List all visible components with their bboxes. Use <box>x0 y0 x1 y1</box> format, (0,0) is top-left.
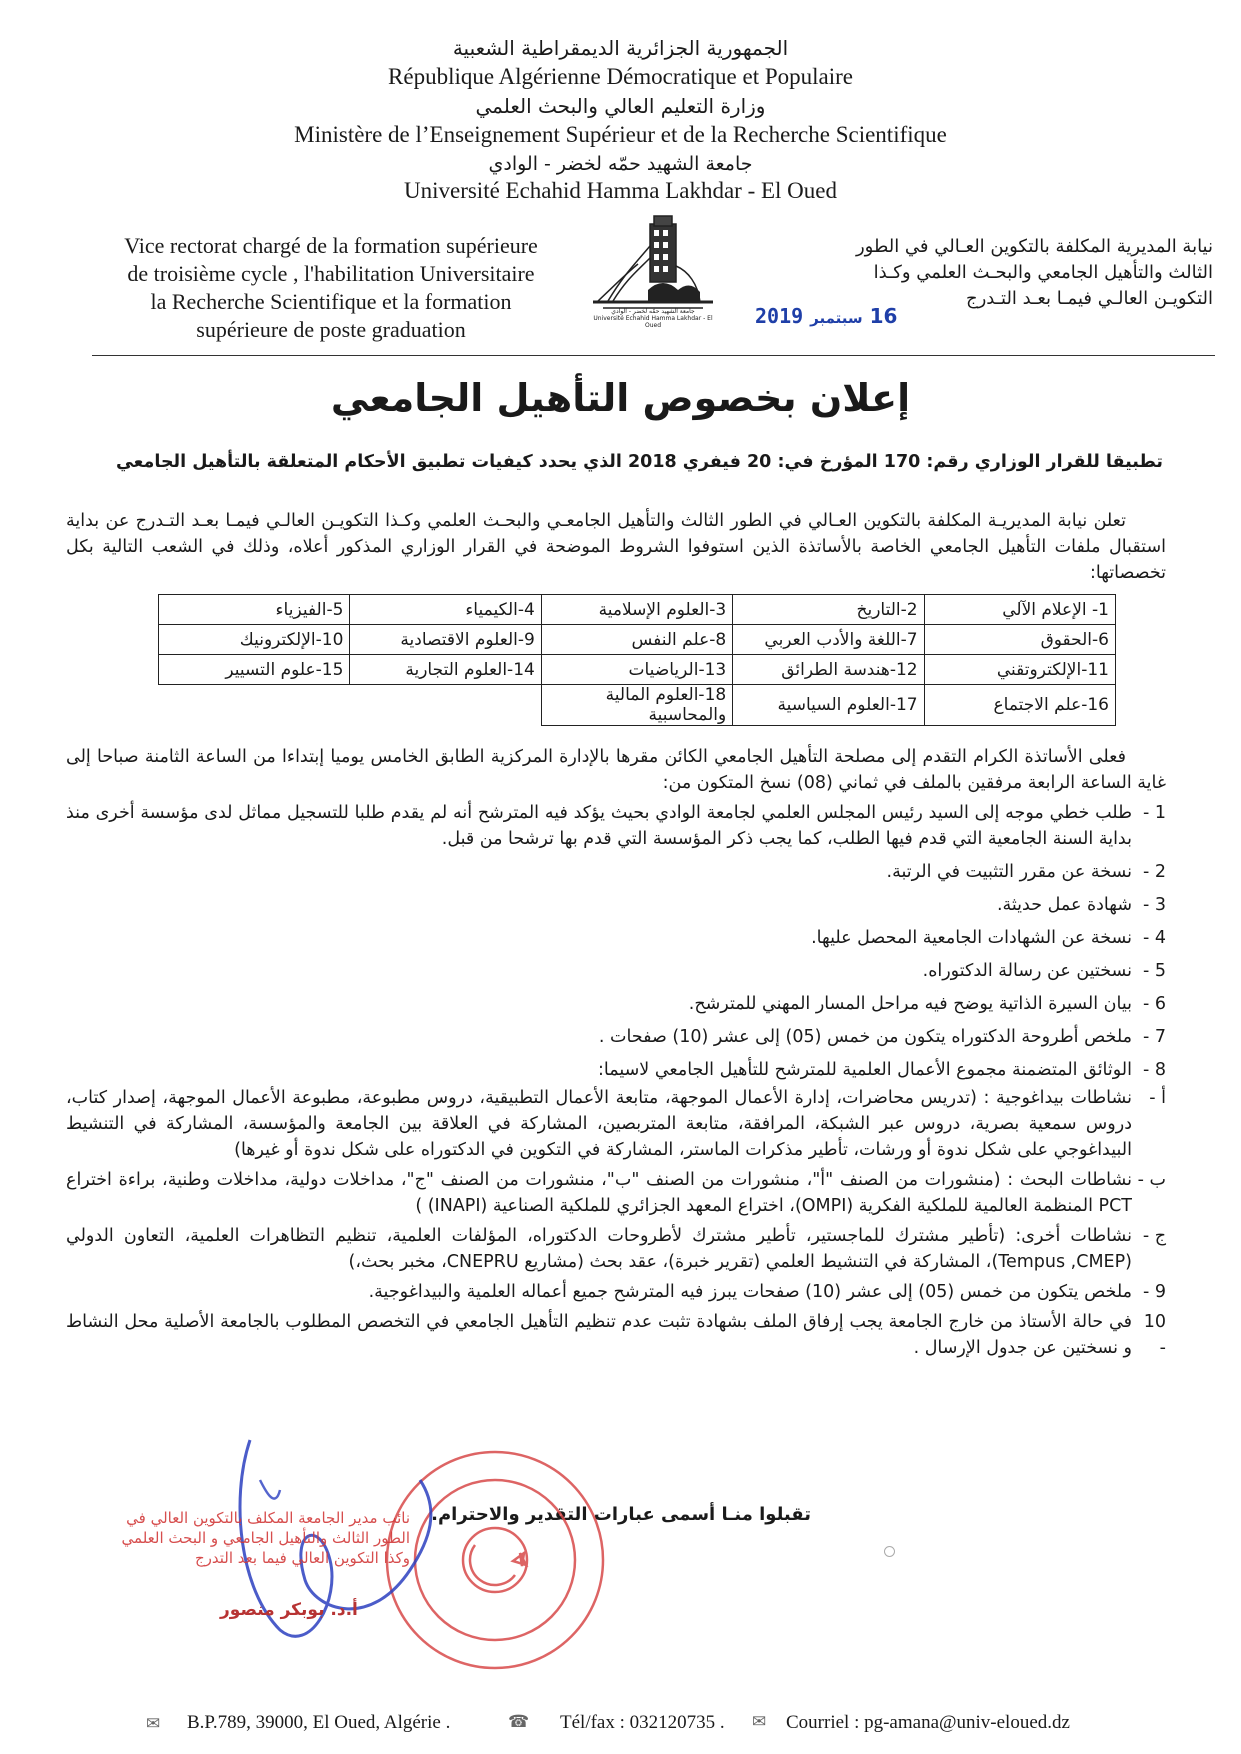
list-item-text: بيان السيرة الذاتية يوضح فيه مراحل المسار المهني للمترشح. <box>688 994 1132 1014</box>
list-item <box>66 800 1166 852</box>
list-item-number: 7 - <box>1142 1027 1166 1047</box>
table-cell: 16-علم الاجتماع <box>924 685 1115 726</box>
table-cell: 10-الإلكترونيك <box>159 625 350 655</box>
signatory-name: أ.د. بوبكر منصور <box>220 1600 358 1620</box>
footer-phone: Tél/fax : 032120735 . <box>560 1712 725 1733</box>
table-cell: 1- الإعلام الآلي <box>924 595 1115 625</box>
vice-rectorate-ar-line: التكويـن العالـي فيمـا بعـد التـدرج <box>965 288 1213 309</box>
header-ar-ministry: وزارة التعليم العالي والبحث العلمي <box>475 94 766 118</box>
header-fr-republic: République Algérienne Démocratique et Populaire <box>388 64 853 89</box>
list-item <box>66 925 1166 951</box>
submission-paragraph: فعلى الأساتذة الكرام التقدم إلى مصلحة التأهيل الجامعي الكائن مقرها بالإدارة المركزية الطابق الخامس يوميا إبتداءا من الساعة الثامنة صباحا إلى غاية الساعة الرابعة مرفقين بالملف في ثماني (08) نسخ المتكون من: <box>66 747 1166 793</box>
logo-caption <box>588 308 718 329</box>
list-item-number: أ - <box>1149 1088 1166 1108</box>
list-item-text: الوثائق المتضمنة مجموع الأعمال العلمية للمترشح للتأهيل الجامعي لاسيما: <box>597 1060 1132 1080</box>
list-item-text: شهادة عمل حديثة. <box>996 895 1132 915</box>
email-icon: ✉ <box>752 1712 767 1731</box>
list-item <box>66 892 1166 918</box>
punch-hole-mark <box>884 1546 895 1557</box>
vice-rectorate-fr-line: de troisième cycle , l'habilitation Universitaire <box>127 261 535 286</box>
list-item-number: 10 - <box>1143 1312 1166 1358</box>
list-item-number: ب - <box>1137 1170 1166 1190</box>
list-item-number: 8 - <box>1142 1060 1166 1080</box>
vice-rectorate-ar-line: الثالث والتأهيل الجامعي والبحـث العلمي وكـذا <box>873 262 1213 283</box>
list-item-number: 1 - <box>1142 803 1166 823</box>
table-cell: 9-العلوم الاقتصادية <box>350 625 541 655</box>
table-cell: 7-اللغة والأدب العربي <box>733 625 924 655</box>
list-item <box>66 1309 1166 1361</box>
table-cell: 5-الفيزياء <box>159 595 350 625</box>
list-item-text: ملخص أطروحة الدكتوراه يتكون من خمس (05) إلى عشر (10) صفحات . <box>598 1027 1132 1047</box>
vice-rectorate-ar <box>773 234 1213 312</box>
table-cell: 4-الكيمياء <box>350 595 541 625</box>
list-item-number: 6 - <box>1142 994 1166 1014</box>
logo-caption-fr: Université Echahid Hamma Lakhdar - El Oued <box>593 315 713 329</box>
date-year: 2019 <box>755 304 804 328</box>
table-cell: 3-العلوم الإسلامية <box>541 595 732 625</box>
table-cell: 12-هندسة الطرائق <box>733 655 924 685</box>
list-item <box>66 1167 1166 1219</box>
table-row <box>159 685 1116 726</box>
header-fr-ministry: Ministère de l’Enseignement Supérieur et de la Recherche Scientifique <box>294 122 947 147</box>
footer-email: Courriel : pg-amana@univ-eloued.dz <box>786 1712 1070 1733</box>
vice-rectorate-fr <box>96 232 566 344</box>
header-ar-republic: الجمهورية الجزائرية الديمقراطية الشعبية <box>452 36 789 60</box>
list-item <box>66 1024 1166 1050</box>
table-cell: 17-العلوم السياسية <box>733 685 924 726</box>
header-ar-university: جامعة الشهيد حمّه لخضر - الوادي <box>488 153 753 175</box>
list-item <box>66 1085 1166 1163</box>
decree-reference: تطبيقا للقرار الوزاري رقم: 170 المؤرخ في: 20 فيفري 2018 الذي يحدد كيفيات تطبيق الأحكام المتعلقة بالتأهيل الجامعي <box>115 452 1163 472</box>
vice-rectorate-ar-line: نيابة المديرية المكلفة بالتكوين العـالي في الطور <box>855 236 1213 257</box>
header-divider <box>92 355 1215 356</box>
list-item-number: 9 - <box>1142 1282 1166 1302</box>
table-row <box>159 655 1116 685</box>
vice-rectorate-fr-line: supérieure de poste graduation <box>196 317 466 342</box>
table-cell: 11-الإلكتروتقني <box>924 655 1115 685</box>
table-cell: 8-علم النفس <box>541 625 732 655</box>
list-item-text: نسخة عن مقرر التثبيت في الرتبة. <box>886 862 1132 882</box>
list-item <box>66 991 1166 1017</box>
list-item-text: نشاطات بيداغوجية : (تدريس محاضرات، إدارة الأعمال الموجهة، متابعة الأعمال التطبيقية، دروس مطبوعة، مطبوعة الأعمال الموجهة، إصدار كتاب، دروس سمعية بصرية، دروس عبر الشبكة، المرافقة، متابعة المتربصين، المشاركة في العلاقة بين الجامعة والمؤسسة، المشاركة في التنشيط البيداغوجي على شكل ندوة أو ورشات، تأطير مذكرات الماستر، المشاركة في التكوين في الدكتوراه على شكل ندوة أو غيرها) <box>66 1088 1132 1160</box>
date-month: سبتمبر <box>810 309 863 327</box>
list-item-number: 3 - <box>1142 895 1166 915</box>
closing-salutation: تقبلوا منـا أسمى عبارات التقدير والاحترام. <box>431 1504 811 1525</box>
list-item-number: 4 - <box>1142 928 1166 948</box>
required-documents-list <box>66 800 1166 1368</box>
vice-rectorate-fr-line: Vice rectorat chargé de la formation supérieure <box>124 233 538 258</box>
table-cell-empty <box>350 685 541 726</box>
list-item-text: في حالة الأستاذ من خارج الجامعة يجب إرفاق الملف بشهادة تثبت عدم تنظيم التأهيل الجامعي في التخصص المطلوب بالجامعة الأصلية محل النشاط و نسختين عن جدول الإرسال . <box>66 1312 1132 1358</box>
list-item-text: نشاطات البحث : (منشورات من الصنف "أ"، منشورات من الصنف "ب"، منشورات من الصنف "ج"، مداخلات دولية، مداخلات وطنية، براءة اختراع PCT المنظمة العالمية للملكية الفكرية (OMPI)، اختراع المعهد الجزائري للملكية الصناعية (INAPI) ) <box>66 1170 1132 1216</box>
footer <box>0 1712 1241 1742</box>
table-row <box>159 595 1116 625</box>
footer-address: B.P.789, 39000, El Oued, Algérie . <box>187 1712 451 1733</box>
table-cell: 2-التاريخ <box>733 595 924 625</box>
table-row <box>159 625 1116 655</box>
logo-caption-ar: جامعة الشهيد حمّه لخضر - الوادي <box>611 308 695 315</box>
list-item <box>66 1279 1166 1305</box>
specialties-table <box>158 594 1116 726</box>
signatory-title: نائب مدير الجامعة المكلف بالتكوين العالي في الطور الثالث والتأهيل الجامعي و البحث العلمي وكذا التكوين العالي فيما بعد التدرج <box>121 1509 410 1567</box>
vice-rectorate-fr-line: la Recherche Scientifique et la formation <box>150 289 512 314</box>
table-cell: 6-الحقوق <box>924 625 1115 655</box>
list-item-text: ملخص يتكون من خمس (05) إلى عشر (10) صفحات يبرز فيه المترشح جميع أعماله العلمية والبيداغوجية. <box>368 1282 1132 1302</box>
table-cell: 14-العلوم التجارية <box>350 655 541 685</box>
intro-paragraph: تعلن نيابة المديريـة المكلفة بالتكوين العـالي في الطور الثالث والتأهيل الجامعـي والبحـث العلمي وكـذا التكويـن العالـي فيمـا بعـد التـدرج عن بداية استقبال ملفات التأهيل الجامعي الخاصة بالأساتذة الذين استوفوا الشروط الموضحة في القرار الوزاري المذكور أعلاه، وذلك في الشعب التالية بكل تخصصاتها: <box>66 511 1166 583</box>
list-item <box>66 1223 1166 1275</box>
list-item-text: نسختين عن رسالة الدكتوراه. <box>922 961 1132 981</box>
date-stamp <box>755 304 897 328</box>
list-item <box>66 1057 1166 1083</box>
list-item <box>66 859 1166 885</box>
header-fr-university: Université Echahid Hamma Lakhdar - El Oued <box>403 178 837 203</box>
phone-icon: ☎ <box>508 1712 530 1731</box>
list-item-number: 2 - <box>1142 862 1166 882</box>
table-cell: 13-الرياضيات <box>541 655 732 685</box>
list-item-text: نشاطات أخرى: (تأطير مشترك للماجستير، تأطير مشترك لأطروحات الدكتوراه، المؤلفات العلمية، تنظيم التظاهرات العلمية، التعاون الدولي (Tempus ,CMEP)، المشاركة في التنشيط العلمي (تقرير خبرة)، عقد بحث (مشاريع CNEPRU، مخبر بحث،) <box>66 1226 1132 1272</box>
list-item-text: نسخة عن الشهادات الجامعية المحصل عليها. <box>811 928 1132 948</box>
page-title: إعلان بخصوص التأهيل الجامعي <box>330 376 911 420</box>
list-item <box>66 958 1166 984</box>
table-cell-empty <box>159 685 350 726</box>
list-item-number: ج - <box>1142 1226 1166 1246</box>
mail-icon: ✉ <box>146 1714 161 1733</box>
list-item-text: طلب خطي موجه إلى السيد رئيس المجلس العلمي لجامعة الوادي بحيث يؤكد فيه المترشح أنه لم يقدم طلبا للتسجيل مماثل لدى مؤسسة أخرى منذ بداية السنة الجامعية التي قدم فيها الطلب، كما يجب ذكر المؤسسة التي قدم بها ترشحا من قبل. <box>66 803 1132 849</box>
table-cell: 18-العلوم المالية والمحاسبية <box>541 685 732 726</box>
date-day: 16 <box>869 304 898 328</box>
list-item-number: 5 - <box>1142 961 1166 981</box>
table-cell: 15-علوم التسيير <box>159 655 350 685</box>
